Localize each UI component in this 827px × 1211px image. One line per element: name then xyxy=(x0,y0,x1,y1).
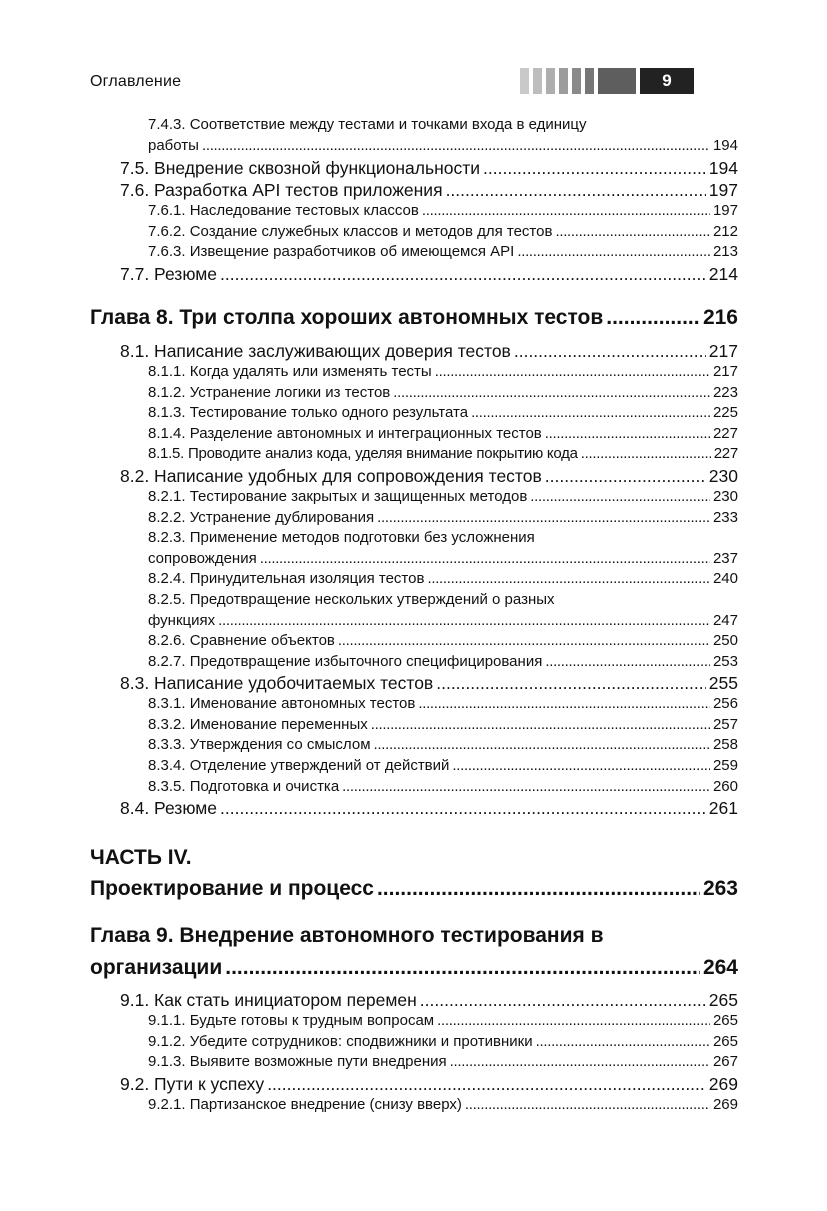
toc-entry-9-1-3[interactable] xyxy=(90,1052,738,1073)
toc-entry-7-6[interactable] xyxy=(90,179,738,201)
toc-entry-7-6-2[interactable] xyxy=(90,222,738,243)
toc-entry-9-1-1[interactable] xyxy=(90,1011,738,1032)
toc-entry-8-3-2[interactable] xyxy=(90,715,738,736)
leader-dots xyxy=(267,1073,706,1095)
strip-block xyxy=(598,68,636,94)
toc-entry-7-7[interactable] xyxy=(90,263,738,285)
toc-entry-title: 9.2. Пути к успеху xyxy=(120,1074,265,1095)
toc-entry-title: 8.1.2. Устранение логики из тестов xyxy=(148,383,391,401)
toc-entry-page: 253 xyxy=(712,652,738,670)
toc-chapter-page: 264 xyxy=(702,956,738,980)
leader-dots xyxy=(545,424,710,445)
toc-entry-8-3-4[interactable] xyxy=(90,756,738,777)
toc-entry-title: 8.3.3. Утверждения со смыслом xyxy=(148,736,371,754)
toc-entry-8-1-3[interactable] xyxy=(90,403,738,424)
toc-entry-page: 259 xyxy=(712,757,738,775)
toc-entry-page: 217 xyxy=(708,340,738,361)
toc-entry-8-2-3-line1[interactable]: 8.2.3. Применение методов подготовки без усложнения xyxy=(148,529,535,547)
toc-entry-page: 225 xyxy=(712,404,738,422)
strip-block xyxy=(520,68,529,94)
table-of-contents xyxy=(90,115,738,1116)
toc-entry-page: 260 xyxy=(712,777,738,795)
toc-entry-title: 8.1.5. Проводите анализ кода, уделяя внимание покрытию кода xyxy=(148,445,578,463)
toc-entry-page: 261 xyxy=(708,798,738,819)
toc-entry-page: 223 xyxy=(712,383,738,401)
leader-dots xyxy=(436,672,706,694)
toc-entry-8-3-5[interactable] xyxy=(90,777,738,798)
leader-dots xyxy=(371,715,710,736)
toc-entry-page: 267 xyxy=(712,1053,738,1071)
leader-dots xyxy=(517,242,710,263)
strip-block xyxy=(546,68,555,94)
leader-dots xyxy=(218,611,710,632)
leader-dots xyxy=(377,873,700,905)
toc-entry-title: 8.3.5. Подготовка и очистка xyxy=(148,777,340,795)
toc-entry-7-5[interactable] xyxy=(90,157,738,179)
toc-entry-9-2[interactable] xyxy=(90,1073,738,1095)
toc-entry-page: 240 xyxy=(712,570,738,588)
toc-chapter-page: 216 xyxy=(702,305,738,329)
toc-entry-page: 197 xyxy=(712,202,738,220)
toc-entry-page: 257 xyxy=(712,715,738,733)
leader-dots xyxy=(446,179,706,201)
toc-chapter-8[interactable] xyxy=(90,304,738,332)
toc-entry-title: 8.2.6. Сравнение объектов xyxy=(148,632,335,650)
toc-entry-page: 194 xyxy=(708,158,738,179)
strip-block xyxy=(559,68,568,94)
toc-entry-page: 197 xyxy=(708,180,738,201)
header-tab-strip xyxy=(520,68,694,94)
toc-entry-7-6-1[interactable] xyxy=(90,201,738,222)
leader-dots xyxy=(374,735,710,756)
leader-dots xyxy=(471,403,710,424)
leader-dots xyxy=(606,304,700,332)
toc-part-page: 263 xyxy=(702,877,738,901)
toc-part-label: ЧАСТЬ IV. xyxy=(90,846,192,870)
toc-entry-title: функциях xyxy=(148,611,216,629)
leader-dots xyxy=(260,549,710,570)
toc-entry-title: 8.1.1. Когда удалять или изменять тесты xyxy=(148,362,432,380)
toc-entry-page: 212 xyxy=(712,222,738,240)
toc-entry-title: 9.1. Как стать инициатором перемен xyxy=(120,990,417,1011)
toc-entry-8-1-1[interactable] xyxy=(90,362,738,383)
toc-entry-page: 230 xyxy=(712,487,738,505)
toc-entry-8-1[interactable] xyxy=(90,340,738,362)
toc-part-title: Проектирование и процесс xyxy=(90,877,374,901)
toc-entry-9-2-1[interactable] xyxy=(90,1095,738,1116)
toc-entry-title: 7.7. Резюме xyxy=(120,263,218,284)
leader-dots xyxy=(555,222,710,243)
leader-dots xyxy=(581,444,711,465)
toc-entry-8-2-1[interactable] xyxy=(90,487,738,508)
toc-part-title-row xyxy=(90,873,738,905)
toc-entry-title: 8.1. Написание заслуживающих доверия тестов xyxy=(120,340,511,361)
strip-block xyxy=(533,68,542,94)
leader-dots xyxy=(450,1052,710,1073)
toc-entry-page: 237 xyxy=(712,549,738,567)
toc-entry-8-2[interactable] xyxy=(90,465,738,487)
toc-entry-page: 265 xyxy=(708,990,738,1011)
toc-entry-8-2-7[interactable] xyxy=(90,652,738,673)
toc-entry-title: 8.4. Резюме xyxy=(120,798,218,819)
leader-dots xyxy=(545,465,706,487)
toc-entry-title: работы xyxy=(148,136,199,154)
leader-dots xyxy=(530,487,710,508)
toc-entry-page: 256 xyxy=(712,695,738,713)
leader-dots xyxy=(437,1011,710,1032)
toc-part-4[interactable] xyxy=(90,843,738,905)
toc-entry-title: 7.6.1. Наследование тестовых классов xyxy=(148,202,419,220)
toc-entry-page: 258 xyxy=(712,736,738,754)
toc-entry-page: 250 xyxy=(712,632,738,650)
toc-chapter-title-line1: Глава 9. Внедрение автономного тестирования в xyxy=(90,924,604,948)
toc-chapter-title-row xyxy=(90,953,738,983)
toc-entry-title: 9.1.2. Убедите сотрудников: сподвижники и противники xyxy=(148,1032,533,1050)
toc-entry-8-3[interactable] xyxy=(90,672,738,694)
leader-dots xyxy=(377,508,710,529)
toc-chapter-title: Глава 8. Три столпа хороших автономных тестов xyxy=(90,305,604,329)
leader-dots xyxy=(427,569,710,590)
toc-entry-8-1-2[interactable] xyxy=(90,383,738,404)
toc-entry-8-2-4[interactable] xyxy=(90,569,738,590)
toc-entry-8-1-4[interactable] xyxy=(90,424,738,445)
strip-block xyxy=(585,68,594,94)
toc-entry-8-2-2[interactable] xyxy=(90,508,738,529)
toc-entry-8-4[interactable] xyxy=(90,797,738,819)
page-number: 9 xyxy=(640,68,694,94)
toc-entry-8-1-5[interactable] xyxy=(90,444,738,465)
leader-dots xyxy=(483,157,706,179)
toc-entry-9-1-2[interactable] xyxy=(90,1032,738,1053)
toc-entry-page: 227 xyxy=(713,445,738,463)
toc-entry-title: 8.1.4. Разделение автономных и интеграционных тестов xyxy=(148,424,542,442)
toc-entry-title: 8.2.7. Предотвращение избыточного специфицирования xyxy=(148,652,543,670)
leader-dots xyxy=(225,953,700,983)
toc-entry-page: 213 xyxy=(712,243,738,261)
toc-entry-8-3-1[interactable] xyxy=(90,694,738,715)
leader-dots xyxy=(202,136,710,157)
toc-entry-title: 8.2.4. Принудительная изоляция тестов xyxy=(148,570,425,588)
toc-entry-page: 265 xyxy=(712,1032,738,1050)
toc-entry-8-2-5-line1[interactable]: 8.2.5. Предотвращение нескольких утверждений о разных xyxy=(148,590,555,608)
leader-dots xyxy=(514,340,706,362)
toc-entry-title: 8.3. Написание удобочитаемых тестов xyxy=(120,673,434,694)
toc-entry-title: 8.2.1. Тестирование закрытых и защищенных методов xyxy=(148,487,528,505)
toc-entry-title: 8.1.3. Тестирование только одного результата xyxy=(148,404,469,422)
leader-dots xyxy=(465,1095,710,1116)
toc-entry-title: 8.3.2. Именование переменных xyxy=(148,715,368,733)
leader-dots xyxy=(452,756,710,777)
toc-entry-page: 269 xyxy=(708,1074,738,1095)
leader-dots xyxy=(220,263,706,285)
toc-entry-page: 217 xyxy=(712,362,738,380)
toc-entry-page: 230 xyxy=(708,465,738,486)
toc-entry-title: 7.6.3. Извещение разработчиков об имеющемся API xyxy=(148,243,515,261)
toc-entry-8-2-6[interactable] xyxy=(90,631,738,652)
leader-dots xyxy=(545,652,710,673)
toc-entry-page: 233 xyxy=(712,508,738,526)
toc-entry-8-2-3[interactable] xyxy=(90,549,738,570)
toc-entry-page: 227 xyxy=(712,424,738,442)
toc-entry-9-1[interactable] xyxy=(90,989,738,1011)
leader-dots xyxy=(220,797,706,819)
toc-entry-page: 214 xyxy=(708,263,738,284)
leader-dots xyxy=(338,631,710,652)
toc-entry-page: 194 xyxy=(712,136,738,154)
toc-entry-page: 265 xyxy=(712,1012,738,1030)
leader-dots xyxy=(435,362,710,383)
leader-dots xyxy=(342,777,710,798)
toc-chapter-title: организации xyxy=(90,956,223,980)
toc-entry-page: 269 xyxy=(712,1096,738,1114)
toc-entry-title: 9.1.1. Будьте готовы к трудным вопросам xyxy=(148,1012,435,1030)
toc-entry-title: 9.2.1. Партизанское внедрение (снизу вверх) xyxy=(148,1096,462,1114)
toc-entry-8-2-5[interactable] xyxy=(90,611,738,632)
toc-chapter-9[interactable] xyxy=(90,919,738,983)
strip-block xyxy=(572,68,581,94)
toc-entry-title: 7.6. Разработка API тестов приложения xyxy=(120,180,443,201)
toc-entry-title: 8.2. Написание удобных для сопровождения тестов xyxy=(120,465,542,486)
toc-entry-title: 8.3.1. Именование автономных тестов xyxy=(148,695,416,713)
toc-entry-7-4-3[interactable] xyxy=(90,136,738,158)
toc-entry-page: 255 xyxy=(708,673,738,694)
running-head-title: Оглавление xyxy=(90,73,182,90)
toc-entry-page: 247 xyxy=(712,611,738,629)
toc-entry-title: 7.5. Внедрение сквозной функциональности xyxy=(120,158,481,179)
toc-entry-8-3-3[interactable] xyxy=(90,735,738,756)
leader-dots xyxy=(393,383,710,404)
toc-entry-title: 9.1.3. Выявите возможные пути внедрения xyxy=(148,1053,447,1071)
toc-entry-title: 8.3.4. Отделение утверждений от действий xyxy=(148,757,450,775)
toc-entry-7-6-3[interactable] xyxy=(90,242,738,263)
leader-dots xyxy=(422,201,710,222)
toc-entry-title: сопровождения xyxy=(148,549,257,567)
leader-dots xyxy=(536,1032,710,1053)
leader-dots xyxy=(418,694,710,715)
toc-entry-7-4-3-line1[interactable]: 7.4.3. Соответствие между тестами и точками входа в единицу xyxy=(148,116,587,133)
toc-entry-title: 8.2.2. Устранение дублирования xyxy=(148,508,375,526)
leader-dots xyxy=(420,989,706,1011)
toc-entry-title: 7.6.2. Создание служебных классов и методов для тестов xyxy=(148,222,553,240)
